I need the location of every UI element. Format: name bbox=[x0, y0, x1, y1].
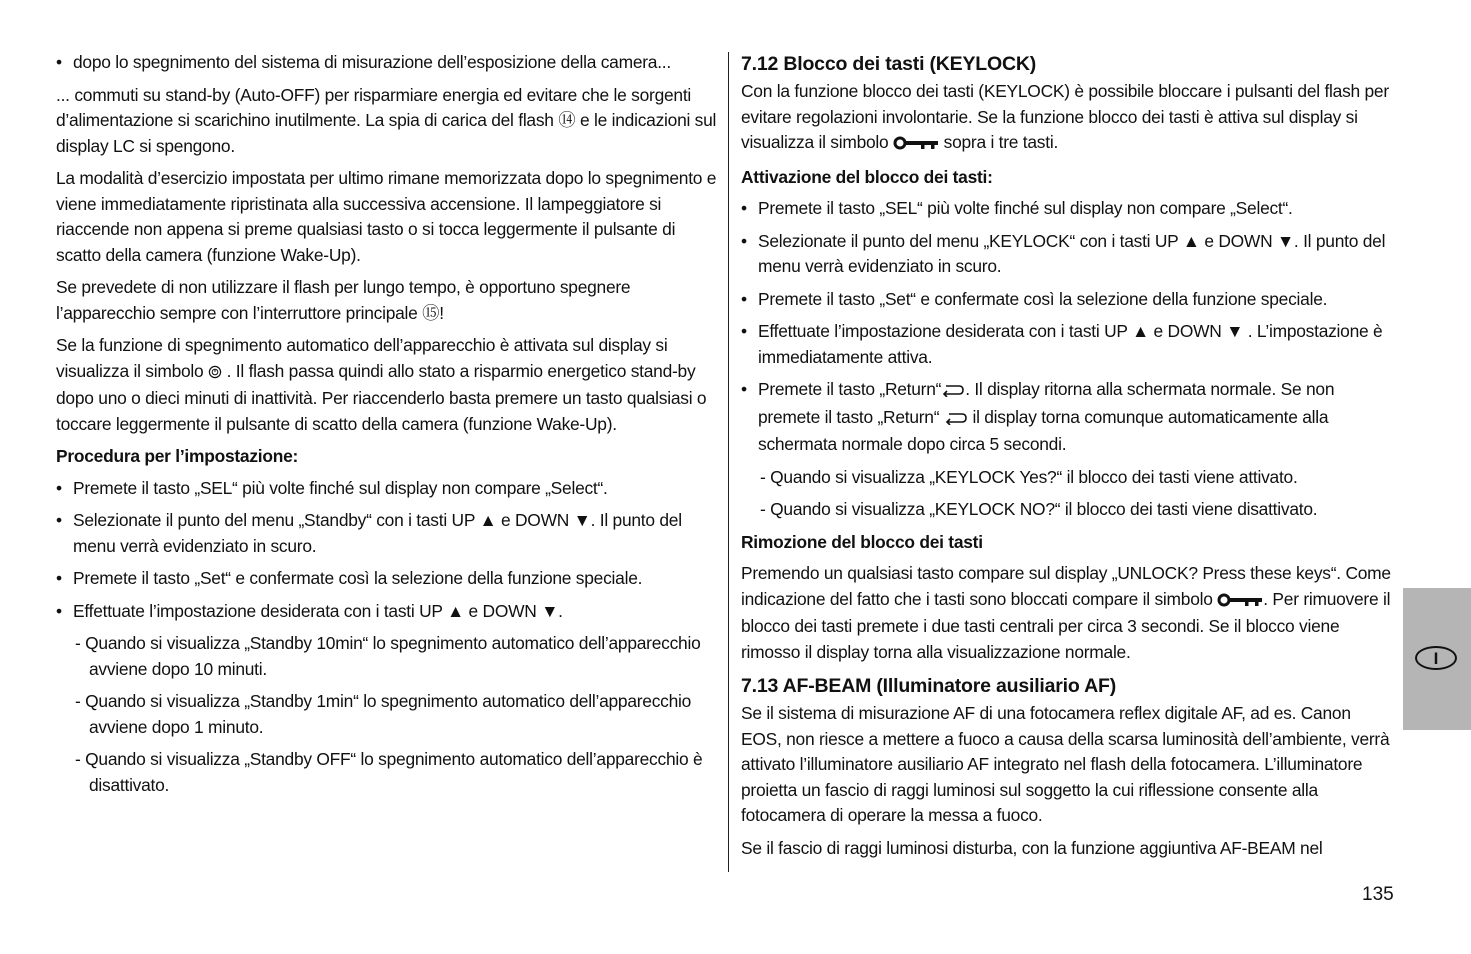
list-item: • Effettuate l’impostazione desiderata con i tasti UP ▲ e DOWN ▼ . L’impostazione è immediatamente attiva. bbox=[741, 319, 1393, 370]
text-span: Premendo un qualsiasi tasto compare sul display „UNLOCK? Press these keys“. Come indicazione del fatto che i tasti sono bloccati compare il simbolo bbox=[741, 563, 1391, 609]
list-item: • Selezionate il punto del menu „Standby“ con i tasti UP ▲ e DOWN ▼. Il punto del menu verrà evidenziato in scuro. bbox=[56, 508, 718, 559]
sub-list-item: - Quando si visualizza „Standby OFF“ lo spegnimento automatico dell’apparecchio è disattivato. bbox=[56, 747, 718, 798]
text-span: il display torna comunque automaticamente alla schermata normale dopo circa 5 secondi. bbox=[758, 406, 1329, 454]
return-arrow-icon bbox=[941, 379, 965, 405]
paragraph bbox=[741, 561, 1393, 665]
paragraph: Se il fascio di raggi luminosi disturba, con la funzione aggiuntiva AF-BEAM nel bbox=[741, 837, 1323, 858]
text-span: . Il flash passa quindi allo stato a risparmio energetico stand-by dopo uno o dieci minuti di inattività. Per riaccenderlo basta premere un tasto qualsiasi o toccare leggermente il pulsante di scatto della camera (funzione Wake-Up). bbox=[56, 360, 707, 434]
paragraph bbox=[741, 79, 1393, 158]
section-heading: Attivazione del blocco dei tasti: bbox=[741, 166, 993, 187]
section-title: 7.12 Blocco dei tasti (KEYLOCK) bbox=[741, 53, 1037, 75]
list-item: • Premete il tasto „SEL“ più volte finché sul display non compare „Select“. bbox=[741, 196, 1393, 222]
sub-list-item: - Quando si visualizza „Standby 1min“ lo spegnimento automatico dell’apparecchio avviene dopo 1 minuto. bbox=[56, 689, 718, 740]
return-arrow-icon bbox=[944, 407, 968, 433]
list-item: • Premete il tasto „SEL“ più volte finché sul display non compare „Select“. bbox=[56, 476, 718, 502]
list-item: • Premete il tasto „Set“ e confermate così la selezione della funzione speciale. bbox=[56, 566, 718, 592]
section-title: 7.13 AF-BEAM (Illuminatore ausiliario AF) bbox=[741, 675, 1116, 697]
page-number: 135 bbox=[1362, 884, 1394, 905]
key-icon bbox=[893, 132, 939, 158]
list-item: • Selezionate il punto del menu „KEYLOCK“ con i tasti UP ▲ e DOWN ▼. Il punto del menu verrà evidenziato in scuro. bbox=[741, 229, 1393, 280]
paragraph: La modalità d’esercizio impostata per ultimo rimane memorizzata dopo lo spegnimento e viene immediatamente ripristinata alla successiva accensione. Il lampeggiatore si riaccende non appena si preme qualsiasi tasto o si tocca leggermente il pulsante di scatto della camera (funzione Wake-Up). bbox=[56, 168, 717, 265]
paragraph: Se prevedete di non utilizzare il flash per lungo tempo, è opportuno spegnere l’apparecchio sempre con l’interruttore principale ⑮! bbox=[56, 277, 631, 323]
list-item bbox=[741, 377, 1393, 458]
right-column bbox=[741, 50, 1393, 868]
list-item: • Effettuate l’impostazione desiderata con i tasti UP ▲ e DOWN ▼. bbox=[56, 599, 718, 625]
text-span: . Per rimuovere il blocco dei tasti premete i due tasti centrali per circa 3 secondi. Se il blocco viene rimosso il display torna alla visualizzazione normale. bbox=[741, 588, 1391, 662]
key-icon bbox=[1217, 589, 1263, 615]
paragraph bbox=[56, 333, 718, 437]
left-column bbox=[56, 50, 718, 805]
sub-list-item: - Quando si visualizza „KEYLOCK NO?“ il blocco dei tasti viene disattivato. bbox=[741, 497, 1393, 523]
text-span: . Il display ritorna alla schermata normale. Se non premete il tasto „Return“ bbox=[758, 379, 1335, 427]
language-tab-label: I bbox=[1415, 646, 1457, 670]
sub-list-item: - Quando si visualizza „KEYLOCK Yes?“ il blocco dei tasti viene attivato. bbox=[741, 465, 1393, 491]
paragraph: ... commuti su stand-by (Auto-OFF) per risparmiare energia ed evitare che le sorgenti d’alimentazione si scarichino inutilmente. La spia di carica del flash ⑭ e le indicazioni sul display LC si spengono. bbox=[56, 84, 717, 156]
list-item: • Premete il tasto „Set“ e confermate così la selezione della funzione speciale. bbox=[741, 287, 1393, 313]
section-heading: Procedura per l’impostazione: bbox=[56, 446, 299, 466]
language-tab bbox=[1403, 588, 1471, 730]
paragraph: • dopo lo spegnimento del sistema di misurazione dell’esposizione della camera... bbox=[56, 50, 718, 76]
section-heading: Rimozione del blocco dei tasti bbox=[741, 531, 983, 552]
sub-list-item: - Quando si visualizza „Standby 10min“ lo spegnimento automatico dell’apparecchio avviene dopo 10 minuti. bbox=[56, 631, 718, 682]
paragraph: Se il sistema di misurazione AF di una fotocamera reflex digitale AF, ad es. Canon EOS, non riesce a mettere a fuoco a causa della scarsa luminosità dell’ambiente, verrà attivato l’illuminatore ausiliario AF integrato nel flash della fotocamera. L’illuminatore proietta un fascio di raggi luminosi sul soggetto la cui riflessione consente alla fotocamera di operare la messa a fuoco. bbox=[741, 703, 1390, 825]
text-span: Se la funzione di spegnimento automatico dell’apparecchio è attivata sul display si visualizza il simbolo bbox=[56, 335, 668, 381]
text-span: Premete il tasto „Return“ bbox=[758, 379, 942, 399]
text-span: sopra i tre tasti. bbox=[943, 132, 1059, 152]
column-divider bbox=[728, 52, 729, 872]
standby-timer-icon bbox=[208, 361, 222, 387]
text-span: Con la funzione blocco dei tasti (KEYLOCK) è possibile bloccare i pulsanti del flash per evitare regolazioni involontarie. Se la funzione blocco dei tasti è attiva sul display si visualizza il simbolo bbox=[741, 81, 1389, 152]
